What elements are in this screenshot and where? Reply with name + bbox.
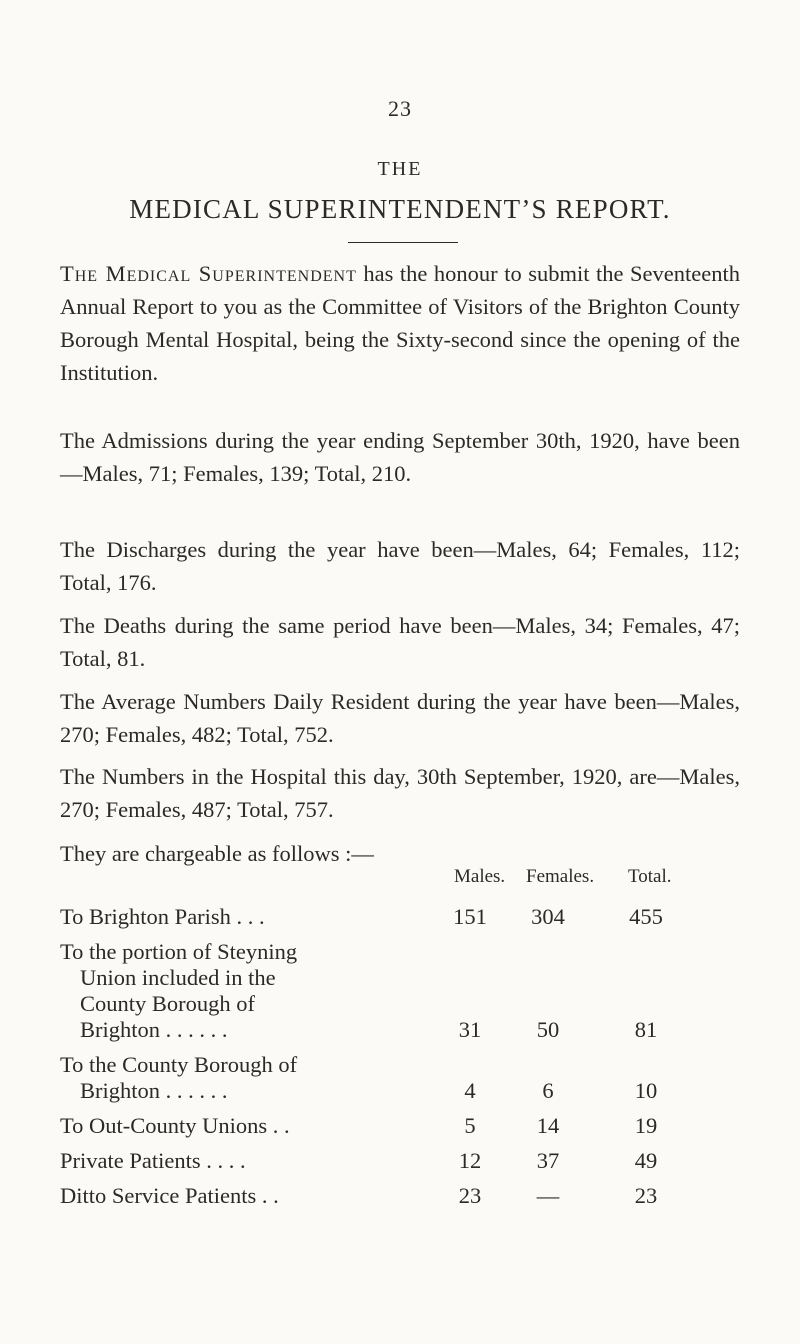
paragraph-intro [60, 257, 740, 389]
cell-females: 37 [536, 1148, 560, 1173]
row-label-line: Union included in the [80, 965, 276, 990]
row-label-line: To Brighton Parish . . . [60, 904, 265, 929]
column-header-males: Males. [454, 866, 506, 887]
cell-total: 49 [634, 1148, 658, 1173]
cell-females: 6 [542, 1078, 554, 1103]
cell-males: 4 [464, 1078, 476, 1103]
row-label-line: Brighton . . . . . . [80, 1017, 228, 1042]
paragraph-numbers-today: The Numbers in the Hospital this day, 30th September, 1920, are—Males, 270; Females, 487; Total, 757. [60, 764, 740, 822]
cell-males: 151 [453, 904, 487, 929]
intro-lead: The Medical Superintendent [60, 261, 357, 286]
cell-males: 12 [458, 1148, 482, 1173]
cell-total: 23 [634, 1183, 658, 1208]
paragraph-average-resident: The Average Numbers Daily Resident during the year have been—Males, 270; Females, 482; Total, 752. [60, 689, 740, 747]
cell-males: 5 [464, 1113, 476, 1138]
page-number: 23 [388, 96, 412, 121]
cell-total: 81 [634, 1017, 658, 1042]
row-label-line: To Out-County Unions . . [60, 1113, 290, 1138]
row-label-line: Private Patients . . . . [60, 1148, 246, 1173]
row-label [60, 1113, 460, 1139]
cell-females: 50 [536, 1017, 560, 1042]
page-title: MEDICAL SUPERINTENDENT’S REPORT. [129, 194, 671, 224]
row-label-line: Ditto Service Patients . . [60, 1183, 279, 1208]
column-header-females: Females. [526, 866, 595, 887]
row-label [60, 1052, 460, 1104]
row-label-line: County Borough of [80, 991, 256, 1016]
paragraph-discharges: The Discharges during the year have been—Males, 64; Females, 112; Total, 176. [60, 537, 740, 595]
row-label-line: To the County Borough of [60, 1052, 298, 1077]
cell-males: 23 [458, 1183, 482, 1208]
intro-rest: has the honour to submit the Seventeenth Annual Report to you as the Committee of Visitors of the Brighton County Borough Mental Hospital, being the Sixty-second since the opening of the Institution. [60, 261, 741, 385]
row-label-line: To the portion of Steyning [60, 939, 298, 964]
paragraph-chargeable: They are chargeable as follows :— [60, 841, 374, 866]
cell-males: 31 [458, 1017, 482, 1042]
row-label [60, 939, 460, 1043]
paragraph-admissions: The Admissions during the year ending September 30th, 1920, have been—Males, 71; Females, 139; Total, 210. [60, 428, 740, 486]
title-rule [348, 242, 458, 243]
paragraph-deaths: The Deaths during the same period have been—Males, 34; Females, 47; Total, 81. [60, 613, 740, 671]
heading-the: THE [377, 158, 423, 180]
cell-total: 10 [634, 1078, 658, 1103]
cell-total: 455 [629, 904, 663, 929]
row-label-line: Brighton . . . . . . [80, 1078, 228, 1103]
cell-females: 14 [536, 1113, 560, 1138]
cell-total: 19 [634, 1113, 658, 1138]
row-label [60, 1183, 460, 1209]
row-label [60, 904, 460, 930]
cell-females: — [536, 1183, 560, 1208]
cell-females: 304 [531, 904, 565, 929]
row-label [60, 1148, 460, 1174]
column-header-total: Total. [628, 866, 672, 887]
